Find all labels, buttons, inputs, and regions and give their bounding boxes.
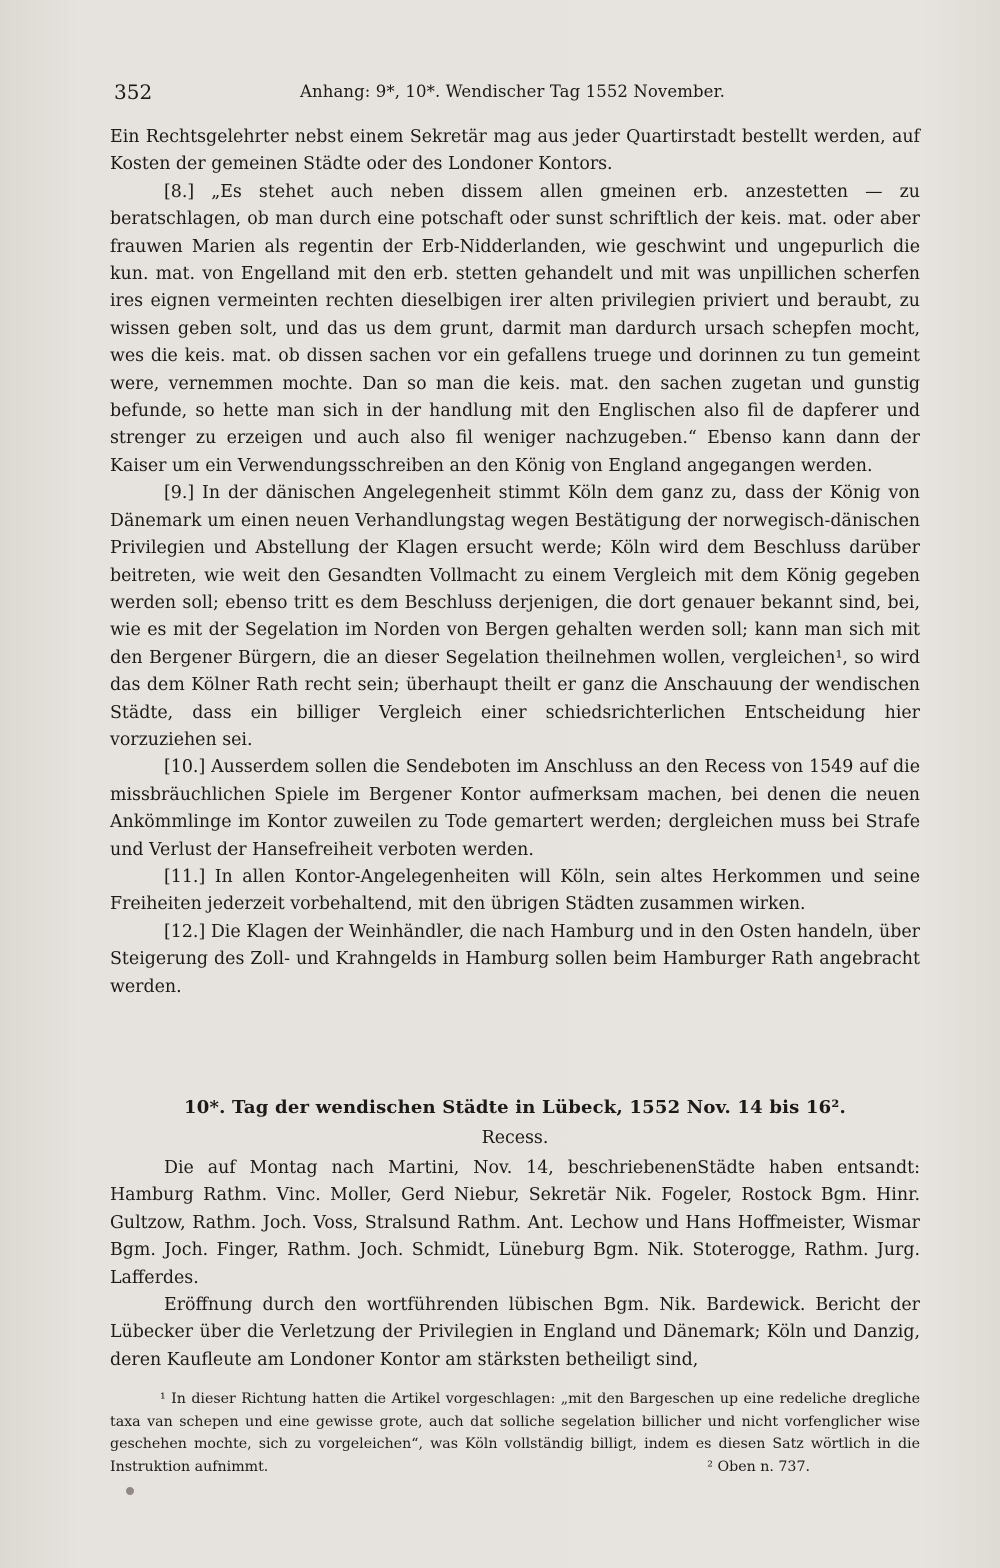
paragraph-intro: Ein Rechtsgelehrter nebst einem Sekretär mag aus jeder Quartirstadt bestellt werden, auf Kosten der gemeinen Städte oder des Londoner Kontors. [110, 127, 920, 175]
page-number: 352 [114, 80, 153, 104]
section-paragraph-opening: Eröffnung durch den wortführenden lübischen Bgm. Nik. Bardewick. Bericht der Lübecker über die Verletzung der Privilegien in England und Dänemark; Köln und Danzig, deren Kaufleute am Londoner Kontor am stärksten betheiligt sind, [110, 1295, 920, 1370]
footnotes [110, 1388, 920, 1478]
ink-speck [126, 1487, 134, 1495]
footnote-2: ² Oben n. 737. [707, 1458, 810, 1475]
paragraph-9: [9.] In der dänischen Angelegenheit stimmt Köln dem ganz zu, dass der König von Dänemark um einen neuen Verhandlungstag wegen Bestätigung der norwegisch-dänischen Privilegien und Abstellung der Klagen ersucht werde; Köln wird dem Beschluss darüber beitreten, wie weit den Gesandten Vollmacht zu einem Vergleich mit dem König gegeben werden soll; ebenso tritt es dem Beschluss derjenigen, die dort genauer bekannt sind, bei, wie es mit der Segelation im Norden von Bergen gehalten werden soll; kann man sich mit den Bergener Bürgern, die an dieser Segelation theilnehmen wollen, vergleichen¹, so wird das dem Kölner Rath recht sein; überhaupt theilt er ganz die Anschauung der wendischen Städte, dass ein billiger Vergleich einer schiedsrichterlichen Entscheidung hier vorzuziehen sei. [110, 483, 920, 750]
footnote-1 [110, 1388, 920, 1478]
paragraph-8: [8.] „Es stehet auch neben dissem allen gmeinen erb. anzestetten — zu beratschlagen, ob man durch eine potschaft oder sunst schriftlich der keis. mat. oder aber frauwen Marien als regentin der Erb-Nidderlanden, wie geschwint und ungepurlich die kun. mat. von Engelland mit den erb. stetten gehandelt und mit was unpillichen scherfen ires eignen vermeinten rechten dieselbigen irer alten privilegien priviert und beraubt, zu wissen geben solt, und das us dem grunt, darmit man dardurch ursach schepfen mocht, wes die keis. mat. ob dissen sachen vor ein gefallens truege und dorinnen zu tun gemeint were, vernemmen mochte. Dan so man die keis. mat. den sachen zugetan und gunstig befunde, so hette man sich in der handlung mit den Englischen also fil de dapferer und strenger zu erzeigen und auch also fil weniger nachzugeben.“ Ebenso kann dann der Kaiser um ein Verwendungsschreiben an den König von England angegangen werden. [110, 181, 920, 476]
section-10 [110, 1093, 920, 1374]
footnote-1-text: ¹ In dieser Richtung hatten die Artikel vorgeschlagen: „mit den Bargeschen up eine redeliche dregliche taxa van schepen und eine gewisse grote, auch dat solliche segelation billicher und nicht vorfenglicher wise geschehen mochte, sich zu vorgeleichen“, was Köln vollständig billigt, indem es diesen Satz wörtlich in die Instruktion aufnimmt. [110, 1391, 920, 1475]
paragraph-11: [11.] In allen Kontor-Angelegenheiten will Köln, sein altes Herkommen und seine Freiheiten jederzeit vorbehaltend, mit den übrigen Städten zusammen wirken. [110, 866, 920, 915]
body-text [110, 124, 920, 1001]
paragraph-12: [12.] Die Klagen der Weinhändler, die nach Hamburg und in den Osten handeln, über Steigerung des Zoll- und Krahngelds in Hamburg sollen beim Hamburger Rath angebracht werden. [110, 921, 920, 997]
section-heading: 10*. Tag der wendischen Städte in Lübeck, 1552 Nov. 14 bis 16². [184, 1097, 846, 1118]
section-subheading: Recess. [481, 1128, 549, 1148]
running-title: Anhang: 9*, 10*. Wendischer Tag 1552 November. [300, 82, 726, 101]
section-paragraph-delegates: Die auf Montag nach Martini, Nov. 14, beschriebenenStädte haben entsandt: Hamburg Rathm. Vinc. Moller, Gerd Niebur, Sekretär Nik. Fogeler, Rostock Bgm. Hinr. Gultzow, Rathm. Joch. Voss, Stralsund Rathm. Ant. Lechow und Hans Hoffmeister, Wismar Bgm. Joch. Finger, Rathm. Joch. Schmidt, Lüneburg Bgm. Nik. Stoterogge, Rathm. Jurg. Lafferdes. [110, 1158, 920, 1288]
running-header [110, 80, 930, 110]
paragraph-10: [10.] Ausserdem sollen die Sendeboten im Anschluss an den Recess von 1549 auf die missbräuchlichen Spiele im Bergener Kontor aufmerksam machen, bei denen die neuen Ankömmlinge im Kontor zuweilen zu Tode gemartert werden; dergleichen muss bei Strafe und Verlust der Hansefreiheit verboten werden. [110, 757, 920, 860]
